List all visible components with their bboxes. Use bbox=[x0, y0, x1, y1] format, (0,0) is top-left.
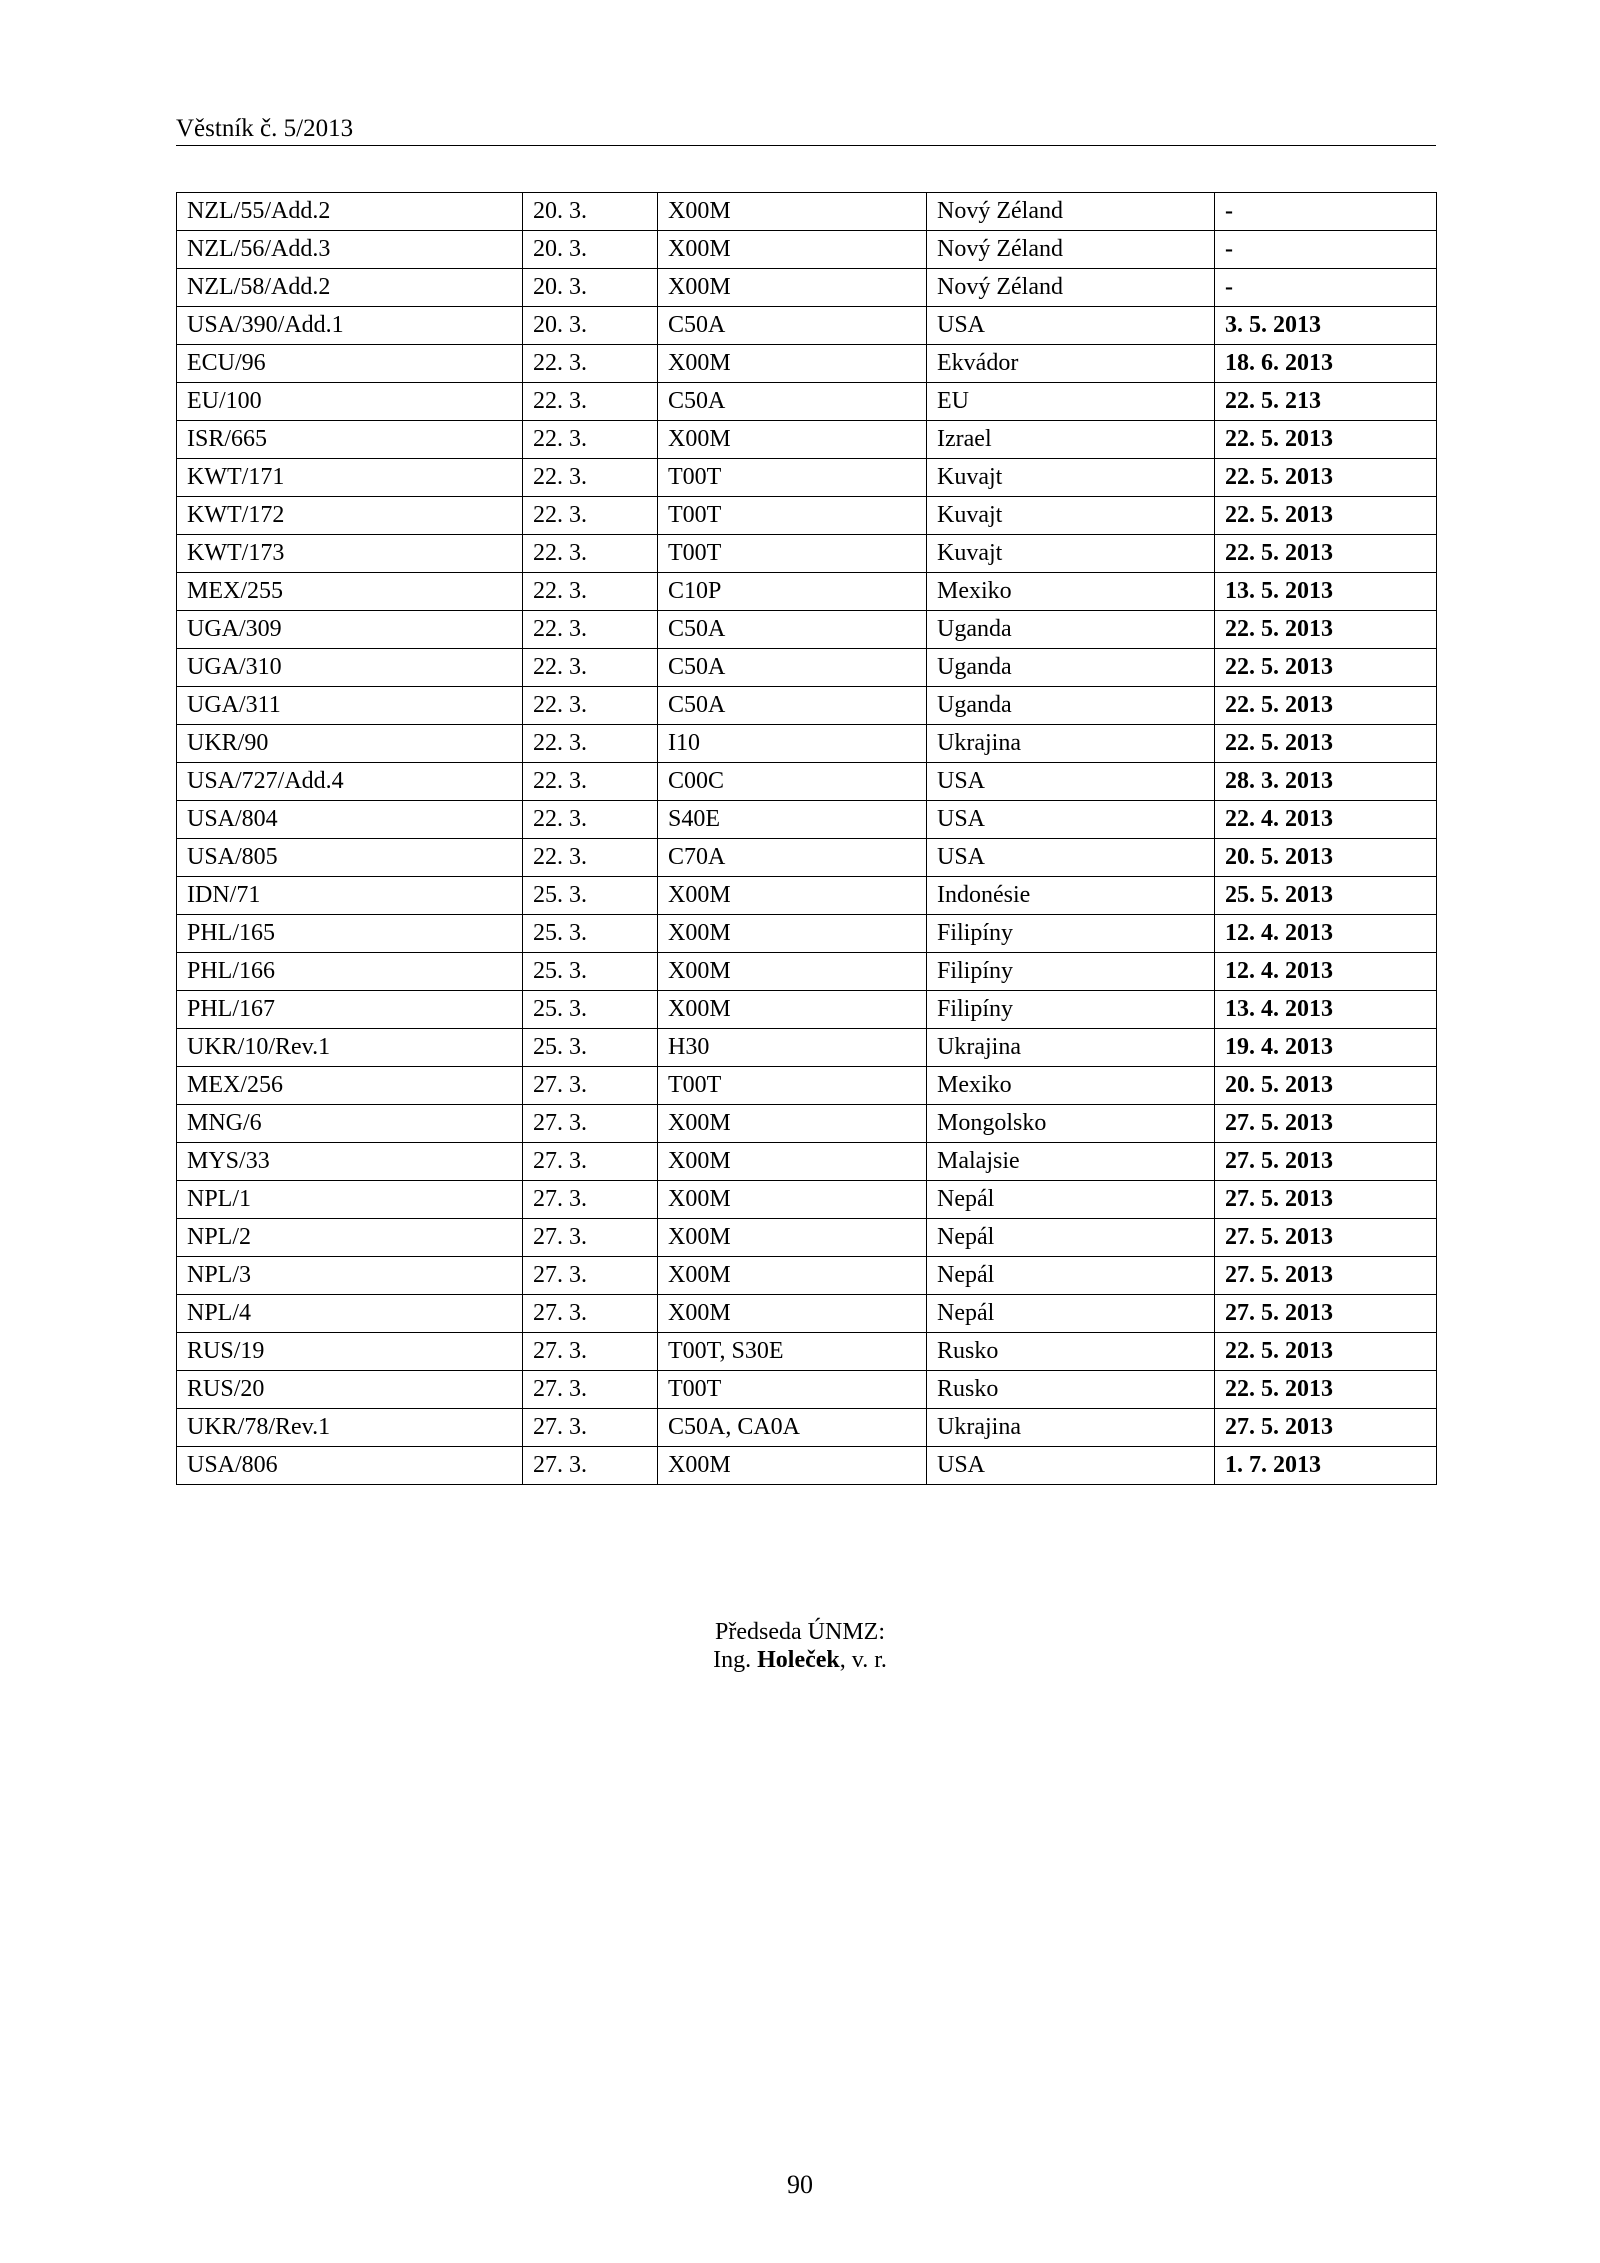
cell-deadline: 27. 5. 2013 bbox=[1215, 1181, 1437, 1219]
cell-symbol: USA/727/Add.4 bbox=[177, 763, 523, 801]
cell-code: T00T bbox=[658, 1067, 927, 1105]
cell-symbol: MNG/6 bbox=[177, 1105, 523, 1143]
cell-symbol: NPL/1 bbox=[177, 1181, 523, 1219]
cell-date: 27. 3. bbox=[523, 1371, 658, 1409]
cell-deadline: 25. 5. 2013 bbox=[1215, 877, 1437, 915]
cell-country: Mongolsko bbox=[927, 1105, 1215, 1143]
cell-symbol: UKR/78/Rev.1 bbox=[177, 1409, 523, 1447]
header-title: Věstník č. 5/2013 bbox=[176, 115, 354, 142]
cell-date: 22. 3. bbox=[523, 573, 658, 611]
cell-code: C10P bbox=[658, 573, 927, 611]
cell-symbol: PHL/166 bbox=[177, 953, 523, 991]
cell-country: Uganda bbox=[927, 687, 1215, 725]
cell-deadline: - bbox=[1215, 231, 1437, 269]
table-row bbox=[177, 345, 1437, 383]
table-row bbox=[177, 1219, 1437, 1257]
cell-symbol: USA/390/Add.1 bbox=[177, 307, 523, 345]
cell-symbol: USA/806 bbox=[177, 1447, 523, 1485]
cell-symbol: IDN/71 bbox=[177, 877, 523, 915]
cell-deadline: 27. 5. 2013 bbox=[1215, 1257, 1437, 1295]
cell-date: 27. 3. bbox=[523, 1447, 658, 1485]
cell-deadline: 27. 5. 2013 bbox=[1215, 1409, 1437, 1447]
table-row bbox=[177, 1409, 1437, 1447]
cell-deadline: 22. 5. 2013 bbox=[1215, 611, 1437, 649]
table-row bbox=[177, 459, 1437, 497]
signature-suffix: , v. r. bbox=[839, 1647, 887, 1673]
cell-country: Nepál bbox=[927, 1181, 1215, 1219]
table-row bbox=[177, 1067, 1437, 1105]
cell-deadline: 22. 5. 2013 bbox=[1215, 1333, 1437, 1371]
cell-deadline: 3. 5. 2013 bbox=[1215, 307, 1437, 345]
cell-country: Filipíny bbox=[927, 991, 1215, 1029]
cell-code: T00T bbox=[658, 459, 927, 497]
cell-country: EU bbox=[927, 383, 1215, 421]
table-row bbox=[177, 307, 1437, 345]
cell-symbol: KWT/173 bbox=[177, 535, 523, 573]
cell-symbol: UKR/10/Rev.1 bbox=[177, 1029, 523, 1067]
cell-deadline: 22. 5. 2013 bbox=[1215, 535, 1437, 573]
cell-deadline: 22. 5. 2013 bbox=[1215, 687, 1437, 725]
cell-code: T00T bbox=[658, 535, 927, 573]
cell-symbol: MEX/255 bbox=[177, 573, 523, 611]
cell-symbol: KWT/172 bbox=[177, 497, 523, 535]
cell-date: 22. 3. bbox=[523, 763, 658, 801]
cell-date: 20. 3. bbox=[523, 193, 658, 231]
cell-symbol: RUS/19 bbox=[177, 1333, 523, 1371]
cell-country: USA bbox=[927, 839, 1215, 877]
cell-country: Ukrajina bbox=[927, 1029, 1215, 1067]
cell-code: X00M bbox=[658, 193, 927, 231]
cell-symbol: UGA/310 bbox=[177, 649, 523, 687]
table-row bbox=[177, 763, 1437, 801]
table-row bbox=[177, 649, 1437, 687]
cell-symbol: PHL/165 bbox=[177, 915, 523, 953]
cell-country: Nepál bbox=[927, 1219, 1215, 1257]
cell-date: 25. 3. bbox=[523, 991, 658, 1029]
cell-code: C50A bbox=[658, 611, 927, 649]
cell-date: 22. 3. bbox=[523, 687, 658, 725]
cell-country: Mexiko bbox=[927, 573, 1215, 611]
cell-code: C50A bbox=[658, 307, 927, 345]
cell-deadline: - bbox=[1215, 269, 1437, 307]
cell-symbol: USA/804 bbox=[177, 801, 523, 839]
cell-symbol: PHL/167 bbox=[177, 991, 523, 1029]
cell-country: Ukrajina bbox=[927, 1409, 1215, 1447]
cell-country: Indonésie bbox=[927, 877, 1215, 915]
cell-date: 27. 3. bbox=[523, 1105, 658, 1143]
cell-deadline: 13. 5. 2013 bbox=[1215, 573, 1437, 611]
cell-date: 22. 3. bbox=[523, 611, 658, 649]
cell-country: USA bbox=[927, 801, 1215, 839]
cell-deadline: 22. 5. 2013 bbox=[1215, 421, 1437, 459]
cell-country: Uganda bbox=[927, 649, 1215, 687]
table-row bbox=[177, 839, 1437, 877]
cell-date: 27. 3. bbox=[523, 1333, 658, 1371]
cell-country: Ekvádor bbox=[927, 345, 1215, 383]
cell-date: 27. 3. bbox=[523, 1409, 658, 1447]
table-row bbox=[177, 953, 1437, 991]
cell-deadline: 27. 5. 2013 bbox=[1215, 1143, 1437, 1181]
cell-country: Nový Zéland bbox=[927, 193, 1215, 231]
cell-symbol: UKR/90 bbox=[177, 725, 523, 763]
cell-deadline: 22. 5. 2013 bbox=[1215, 649, 1437, 687]
cell-symbol: NPL/4 bbox=[177, 1295, 523, 1333]
cell-code: C50A bbox=[658, 649, 927, 687]
cell-date: 20. 3. bbox=[523, 307, 658, 345]
cell-country: Malajsie bbox=[927, 1143, 1215, 1181]
page-number: 90 bbox=[787, 2170, 813, 2199]
cell-code: X00M bbox=[658, 1105, 927, 1143]
table-row bbox=[177, 725, 1437, 763]
cell-code: C50A, CA0A bbox=[658, 1409, 927, 1447]
cell-deadline: 22. 5. 2013 bbox=[1215, 459, 1437, 497]
cell-date: 27. 3. bbox=[523, 1143, 658, 1181]
cell-deadline: 1. 7. 2013 bbox=[1215, 1447, 1437, 1485]
cell-code: S40E bbox=[658, 801, 927, 839]
cell-deadline: 27. 5. 2013 bbox=[1215, 1219, 1437, 1257]
table-row bbox=[177, 915, 1437, 953]
cell-deadline: - bbox=[1215, 193, 1437, 231]
cell-symbol: USA/805 bbox=[177, 839, 523, 877]
cell-date: 22. 3. bbox=[523, 345, 658, 383]
cell-date: 22. 3. bbox=[523, 497, 658, 535]
cell-country: Kuvajt bbox=[927, 535, 1215, 573]
cell-date: 27. 3. bbox=[523, 1295, 658, 1333]
cell-deadline: 22. 5. 2013 bbox=[1215, 725, 1437, 763]
cell-code: T00T bbox=[658, 1371, 927, 1409]
cell-code: H30 bbox=[658, 1029, 927, 1067]
table-row bbox=[177, 1371, 1437, 1409]
cell-deadline: 18. 6. 2013 bbox=[1215, 345, 1437, 383]
table-row bbox=[177, 991, 1437, 1029]
cell-date: 22. 3. bbox=[523, 839, 658, 877]
table-row bbox=[177, 611, 1437, 649]
cell-symbol: UGA/311 bbox=[177, 687, 523, 725]
cell-country: USA bbox=[927, 763, 1215, 801]
table-row bbox=[177, 687, 1437, 725]
cell-code: C70A bbox=[658, 839, 927, 877]
cell-date: 27. 3. bbox=[523, 1219, 658, 1257]
signature-title: Ing. bbox=[713, 1647, 752, 1673]
cell-code: X00M bbox=[658, 1447, 927, 1485]
cell-deadline: 22. 5. 2013 bbox=[1215, 1371, 1437, 1409]
cell-code: X00M bbox=[658, 269, 927, 307]
table-row bbox=[177, 1143, 1437, 1181]
cell-date: 20. 3. bbox=[523, 269, 658, 307]
cell-date: 22. 3. bbox=[523, 649, 658, 687]
cell-symbol: MEX/256 bbox=[177, 1067, 523, 1105]
cell-deadline: 12. 4. 2013 bbox=[1215, 915, 1437, 953]
table-row bbox=[177, 1333, 1437, 1371]
cell-symbol: RUS/20 bbox=[177, 1371, 523, 1409]
cell-symbol: MYS/33 bbox=[177, 1143, 523, 1181]
cell-code: X00M bbox=[658, 877, 927, 915]
cell-date: 27. 3. bbox=[523, 1181, 658, 1219]
table-row bbox=[177, 1181, 1437, 1219]
cell-code: X00M bbox=[658, 345, 927, 383]
cell-deadline: 22. 4. 2013 bbox=[1215, 801, 1437, 839]
cell-symbol: NZL/58/Add.2 bbox=[177, 269, 523, 307]
cell-date: 20. 3. bbox=[523, 231, 658, 269]
table-row bbox=[177, 383, 1437, 421]
cell-symbol: ECU/96 bbox=[177, 345, 523, 383]
cell-country: Izrael bbox=[927, 421, 1215, 459]
cell-date: 25. 3. bbox=[523, 915, 658, 953]
cell-country: Uganda bbox=[927, 611, 1215, 649]
cell-date: 22. 3. bbox=[523, 459, 658, 497]
cell-code: X00M bbox=[658, 421, 927, 459]
cell-country: Rusko bbox=[927, 1371, 1215, 1409]
cell-country: Nový Zéland bbox=[927, 231, 1215, 269]
cell-deadline: 22. 5. 2013 bbox=[1215, 497, 1437, 535]
cell-code: X00M bbox=[658, 1295, 927, 1333]
cell-code: X00M bbox=[658, 991, 927, 1029]
cell-country: USA bbox=[927, 1447, 1215, 1485]
cell-date: 22. 3. bbox=[523, 421, 658, 459]
cell-code: X00M bbox=[658, 231, 927, 269]
table-row bbox=[177, 801, 1437, 839]
cell-date: 22. 3. bbox=[523, 383, 658, 421]
cell-code: X00M bbox=[658, 953, 927, 991]
cell-deadline: 28. 3. 2013 bbox=[1215, 763, 1437, 801]
cell-date: 27. 3. bbox=[523, 1257, 658, 1295]
cell-date: 27. 3. bbox=[523, 1067, 658, 1105]
table-row bbox=[177, 877, 1437, 915]
table-row bbox=[177, 1295, 1437, 1333]
cell-code: X00M bbox=[658, 1257, 927, 1295]
cell-code: C50A bbox=[658, 687, 927, 725]
cell-symbol: NZL/55/Add.2 bbox=[177, 193, 523, 231]
cell-symbol: UGA/309 bbox=[177, 611, 523, 649]
table-row bbox=[177, 573, 1437, 611]
table-row bbox=[177, 497, 1437, 535]
cell-deadline: 27. 5. 2013 bbox=[1215, 1105, 1437, 1143]
cell-deadline: 12. 4. 2013 bbox=[1215, 953, 1437, 991]
cell-country: USA bbox=[927, 307, 1215, 345]
cell-country: Nepál bbox=[927, 1295, 1215, 1333]
cell-deadline: 20. 5. 2013 bbox=[1215, 839, 1437, 877]
cell-country: Filipíny bbox=[927, 915, 1215, 953]
cell-code: X00M bbox=[658, 1219, 927, 1257]
notification-table bbox=[176, 192, 1437, 1485]
table-row bbox=[177, 1029, 1437, 1067]
signature-name-line bbox=[0, 1645, 1600, 1675]
cell-deadline: 20. 5. 2013 bbox=[1215, 1067, 1437, 1105]
cell-code: T00T, S30E bbox=[658, 1333, 927, 1371]
table-row bbox=[177, 421, 1437, 459]
signature-role: Předseda ÚNMZ: bbox=[715, 1619, 885, 1645]
signature-name: Holeček bbox=[757, 1647, 840, 1673]
cell-country: Nový Zéland bbox=[927, 269, 1215, 307]
cell-symbol: NPL/3 bbox=[177, 1257, 523, 1295]
cell-symbol: NPL/2 bbox=[177, 1219, 523, 1257]
cell-code: T00T bbox=[658, 497, 927, 535]
cell-country: Mexiko bbox=[927, 1067, 1215, 1105]
cell-deadline: 22. 5. 213 bbox=[1215, 383, 1437, 421]
table-row bbox=[177, 1447, 1437, 1485]
table-row bbox=[177, 231, 1437, 269]
table-row bbox=[177, 1257, 1437, 1295]
cell-date: 22. 3. bbox=[523, 535, 658, 573]
cell-code: C00C bbox=[658, 763, 927, 801]
cell-code: X00M bbox=[658, 915, 927, 953]
cell-code: X00M bbox=[658, 1143, 927, 1181]
cell-code: I10 bbox=[658, 725, 927, 763]
cell-symbol: ISR/665 bbox=[177, 421, 523, 459]
cell-country: Nepál bbox=[927, 1257, 1215, 1295]
cell-country: Filipíny bbox=[927, 953, 1215, 991]
cell-code: X00M bbox=[658, 1181, 927, 1219]
table-body bbox=[177, 193, 1437, 1485]
table-row bbox=[177, 535, 1437, 573]
cell-country: Rusko bbox=[927, 1333, 1215, 1371]
cell-deadline: 27. 5. 2013 bbox=[1215, 1295, 1437, 1333]
cell-date: 25. 3. bbox=[523, 877, 658, 915]
cell-symbol: KWT/171 bbox=[177, 459, 523, 497]
cell-date: 25. 3. bbox=[523, 1029, 658, 1067]
cell-country: Kuvajt bbox=[927, 497, 1215, 535]
cell-deadline: 19. 4. 2013 bbox=[1215, 1029, 1437, 1067]
page-header bbox=[176, 111, 1436, 146]
cell-code: C50A bbox=[658, 383, 927, 421]
cell-country: Kuvajt bbox=[927, 459, 1215, 497]
cell-country: Ukrajina bbox=[927, 725, 1215, 763]
cell-date: 22. 3. bbox=[523, 801, 658, 839]
cell-symbol: EU/100 bbox=[177, 383, 523, 421]
table-row bbox=[177, 193, 1437, 231]
cell-deadline: 13. 4. 2013 bbox=[1215, 991, 1437, 1029]
table-row bbox=[177, 269, 1437, 307]
table-row bbox=[177, 1105, 1437, 1143]
cell-symbol: NZL/56/Add.3 bbox=[177, 231, 523, 269]
cell-date: 25. 3. bbox=[523, 953, 658, 991]
cell-date: 22. 3. bbox=[523, 725, 658, 763]
